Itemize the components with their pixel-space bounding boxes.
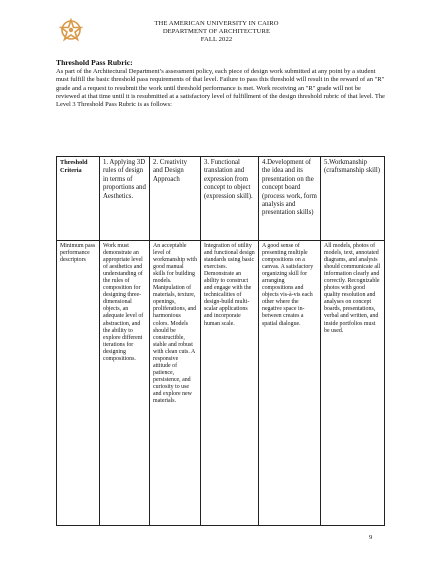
table-cell: An acceptable level of workmanship with good manual skills for building models. Manipulation of materials, texture, openings, proliferations, and harmonious colors. Models should be constructible, stable and robust with clean cuts. A responsive attitude of patience, persistence, and curiosity to use and explore new materials. <box>150 241 201 526</box>
table-row <box>57 241 385 526</box>
table-header-row <box>57 157 385 241</box>
table-cell: Minimum pass performance descriptors <box>57 241 100 526</box>
column-header: 5.Workmanship (craftsmanship skill) <box>321 157 385 241</box>
section-title: Threshold Pass Rubric: <box>56 58 133 67</box>
university-name: THE AMERICAN UNIVERSITY IN CAIRO <box>154 20 279 27</box>
page-number: 9 <box>369 534 373 541</box>
threshold-rubric-table <box>56 156 385 526</box>
table-cell: Integration of utility and functional design standards using basic exercises. Demonstrate an ability to construct and engage with the technicalities of design-build multi-scalar applications and incorporate human scale. <box>201 241 259 526</box>
column-header: Threshold Criteria <box>57 157 100 241</box>
column-header: 4.Development of the idea and its presentation on the concept board (process work, form analysis and presentation skills) <box>259 157 321 241</box>
table-cell: All models, photos of models, text, annotated diagrams, and analysis should communicate all information clearly and correctly. Recognizable photos with good quality resolution and analyses on concept boards, presentations, verbal and written, and inside portfolios must be used. <box>321 241 385 526</box>
column-header: 3. Functional translation and expression from concept to object (expression skill). <box>201 157 259 241</box>
intro-paragraph: As part of the Architectural Department’s assessment policy, each piece of design work submitted at any point by a student must fulfill the basic threshold pass requirements of that level. Failure to pass this threshold will result in the reward of an "R" grade and a request to resubmit the work until threshold performance is met. Work receiving an "R" grade will not be reviewed at that time until it is resubmitted at a satisfactory level of fulfillment of the design threshold rubric of that level. The Level 3 Threshold Pass Rubric is as follows: <box>56 68 385 109</box>
column-header: 1. Applying 3D rules of design in terms of proportions and Aesthetics. <box>100 157 150 241</box>
column-header: 2. Creativity and Design Approach <box>150 157 201 241</box>
term-label: FALL 2022 <box>200 36 233 43</box>
department-name: DEPARTMENT OF ARCHITECTURE <box>162 28 271 35</box>
table-cell: Work must demonstrate an appropriate level of aesthetics and understanding of the rules of composition for designing three-dimensional objects, an adequate level of abstraction, and the ability to explore different iterations for designing compositions. <box>100 241 150 526</box>
table-cell: A good sense of presenting multiple compositions on a canvas. A satisfactory organizing skill for arranging compositions and objects vis-à-vis each other where the negative space in-between creates a spatial dialogue. <box>259 241 321 526</box>
page-header <box>0 20 433 44</box>
